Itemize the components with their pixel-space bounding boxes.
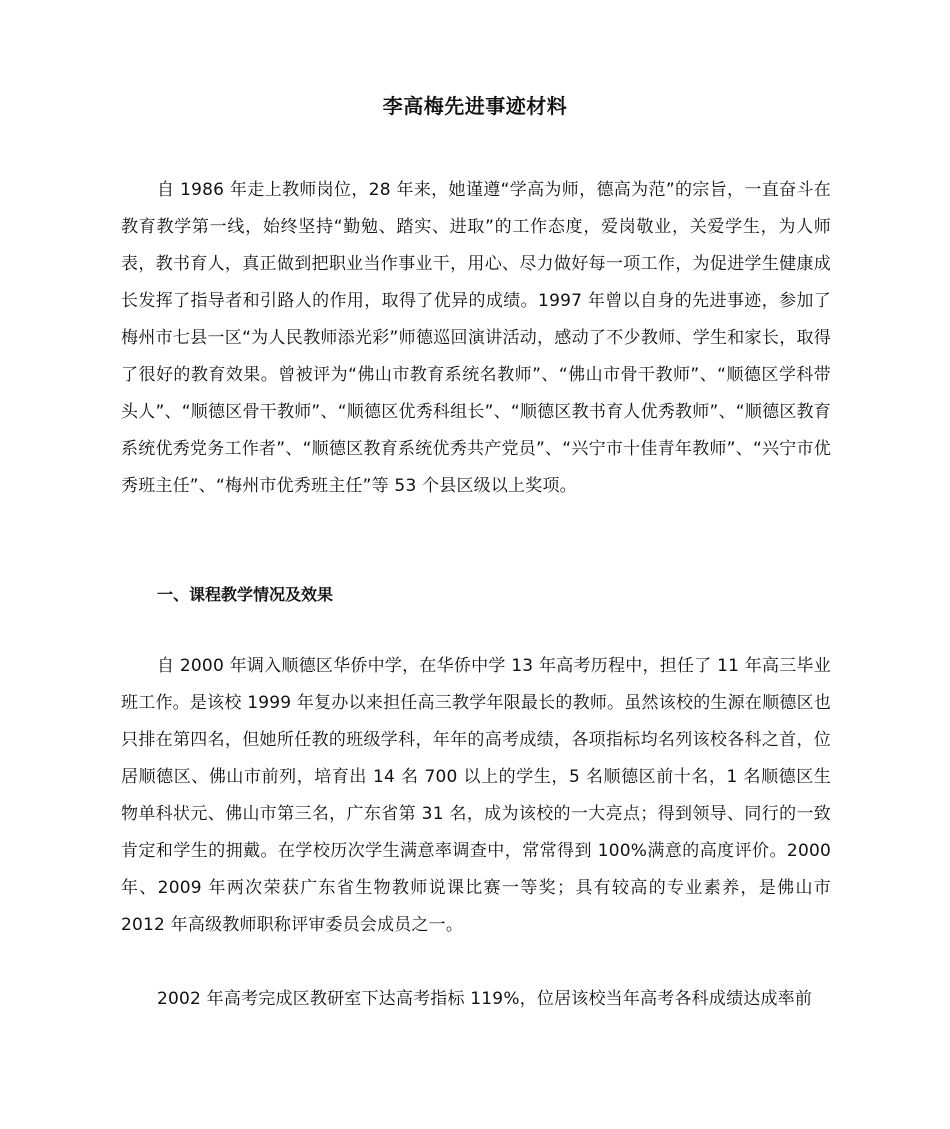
intro-paragraph: 自 1986 年走上教师岗位，28 年来，她谨遵“学高为师，德高为范”的宗旨，一直奋斗在教育教学第一线，始终坚持“勤勉、踏实、进取”的工作态度，爱岗敬业，关爱学生，为人师表，教书育人，真正做到把职业当作事业干，用心、尽力做好每一项工作，为促进学生健康成长发挥了指导者和引路人的作用，取得了优异的成绩。1997 年曾以自身的先进事迹，参加了梅州市七县一区“为人民教师添光彩”师德巡回演讲活动，感动了不少教师、学生和家长，取得了很好的教育效果。曾被评为“佛山市教育系统名教师”、“佛山市骨干教师”、“顺德区学科带头人”、“顺德区骨干教师”、“顺德区优秀科组长”、“顺德区教书育人优秀教师”、“顺德区教育系统优秀党务工作者”、“顺德区教育系统优秀共产党员”、“兴宁市十佳青年教师”、“兴宁市优秀班主任”、“梅州市优秀班主任”等 53 个县区级以上奖项。 [121,180,831,496]
section-heading-course-teaching: 一、课程教学情况及效果 [157,585,334,604]
document-title: 李高梅先进事迹材料 [382,94,568,118]
section-1-paragraph-1: 自 2000 年调入顺德区华侨中学，在华侨中学 13 年高考历程中，担任了 11 年高三毕业班工作。是该校 1999 年复办以来担任高三教学年限最长的教师。虽然该校的生源在顺德区也只排在第四名，但她所任教的班级学科，年年的高考成绩，各项指标均名列该校各科之首，位居顺德区、佛山市前列，培育出 14 名 700 以上的学生，5 名顺德区前十名，1 名顺德区生物单科状元、佛山市第三名，广东省第 31 名，成为该校的一大亮点；得到领导、同行的一致肯定和学生的拥戴。在学校历次学生满意率调查中，常常得到 100%满意的高度评价。2000 年、2009 年两次荣获广东省生物教师说课比赛一等奖；具有较高的专业素养，是佛山市 2012 年高级教师职称评审委员会成员之一。 [121,656,831,935]
section-1-paragraph-2: 2002 年高考完成区教研室下达高考指标 119%，位居该校当年高考各科成绩达成率前 [157,989,813,1009]
